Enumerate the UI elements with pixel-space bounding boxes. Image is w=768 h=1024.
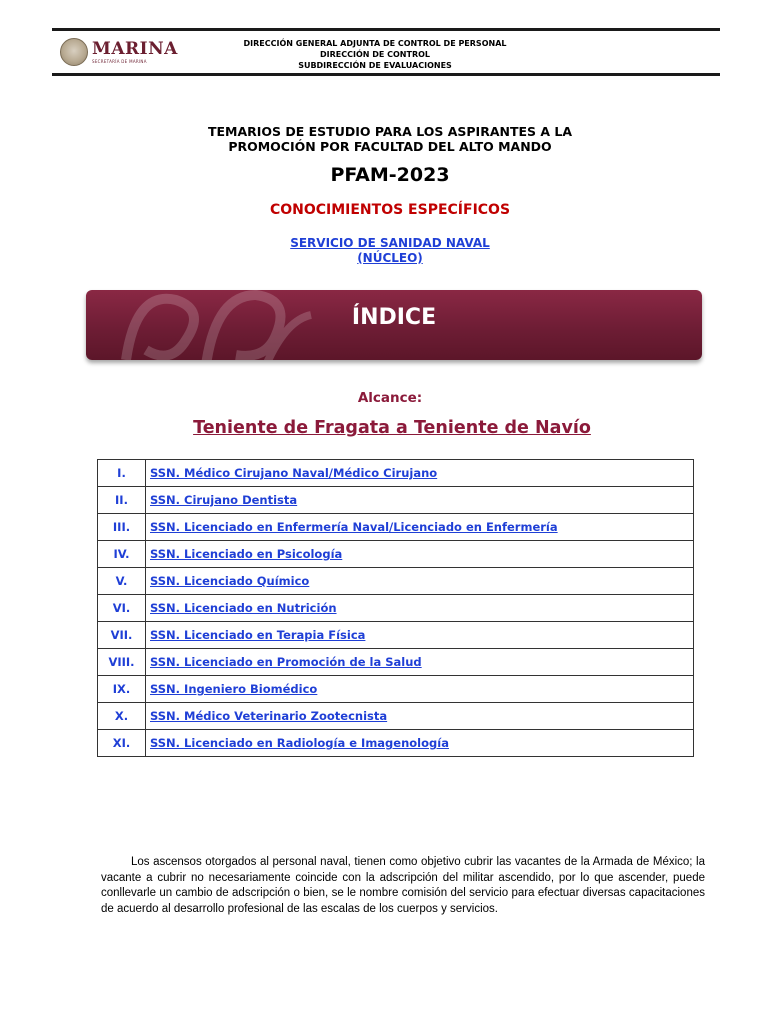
table-row[interactable] <box>98 676 694 703</box>
table-row[interactable] <box>98 487 694 514</box>
index-number: IX. <box>98 676 146 703</box>
logo-subtitle: SECRETARÍA DE MARINA <box>92 59 147 64</box>
header-rule-top <box>52 28 720 31</box>
index-link[interactable]: SSN. Médico Veterinario Zootecnista <box>150 709 388 723</box>
header-line-3: SUBDIRECCIÓN DE EVALUACIONES <box>298 61 452 70</box>
index-banner <box>86 290 702 360</box>
header-line-2: DIRECCIÓN DE CONTROL <box>319 50 430 59</box>
table-row[interactable] <box>98 460 694 487</box>
table-row[interactable] <box>98 568 694 595</box>
index-link[interactable]: SSN. Licenciado en Terapia Física <box>150 628 366 642</box>
index-link[interactable]: SSN. Licenciado Químico <box>150 574 310 588</box>
index-cell <box>146 514 694 541</box>
index-cell <box>146 487 694 514</box>
banner-title: ÍNDICE <box>351 305 437 330</box>
service-line-1[interactable]: SERVICIO DE SANIDAD NAVAL <box>290 236 490 250</box>
index-cell <box>146 703 694 730</box>
title-line-1: TEMARIOS DE ESTUDIO PARA LOS ASPIRANTES A LA <box>207 124 573 139</box>
marina-logo <box>60 38 178 66</box>
body-paragraph: Los ascensos otorgados al personal naval, tienen como objetivo cubrir las vacantes de la Armada de México; la vacante a cubrir no necesariamente coincide con la adscripción del militar ascendido, por lo que ascender, puede conllevarle un cambio de adscripción o bien, se le nombre comisión del servicio para efectuar diversas capacitaciones de acuerdo al desarrollo profesional de las escalas de los cuerpos y servicios. <box>101 856 705 915</box>
table-row[interactable] <box>98 541 694 568</box>
index-cell <box>146 541 694 568</box>
index-number: IV. <box>98 541 146 568</box>
scope-label: Alcance: <box>357 390 423 406</box>
index-number: II. <box>98 487 146 514</box>
index-number: VII. <box>98 622 146 649</box>
table-row[interactable] <box>98 622 694 649</box>
title-line-2: PROMOCIÓN POR FACULTAD DEL ALTO MANDO <box>228 139 552 154</box>
index-number: XI. <box>98 730 146 757</box>
index-link[interactable]: SSN. Médico Cirujano Naval/Médico Cirujano <box>150 466 438 480</box>
document-title <box>140 124 640 154</box>
index-cell <box>146 460 694 487</box>
national-seal-icon <box>60 38 88 66</box>
index-link[interactable]: SSN. Licenciado en Nutrición <box>150 601 337 615</box>
index-number: VIII. <box>98 649 146 676</box>
index-cell <box>146 595 694 622</box>
section-subtitle: CONOCIMIENTOS ESPECÍFICOS <box>269 202 511 218</box>
index-link[interactable]: SSN. Cirujano Dentista <box>150 493 298 507</box>
table-row[interactable] <box>98 703 694 730</box>
service-name[interactable] <box>140 236 640 266</box>
program-code: PFAM-2023 <box>330 164 450 186</box>
table-row[interactable] <box>98 595 694 622</box>
index-number: I. <box>98 460 146 487</box>
header-text <box>210 38 540 71</box>
index-number: V. <box>98 568 146 595</box>
index-number: X. <box>98 703 146 730</box>
index-cell <box>146 730 694 757</box>
index-number: III. <box>98 514 146 541</box>
index-cell <box>146 622 694 649</box>
index-link[interactable]: SSN. Ingeniero Biomédico <box>150 682 318 696</box>
index-cell <box>146 676 694 703</box>
index-cell <box>146 568 694 595</box>
header-line-1: DIRECCIÓN GENERAL ADJUNTA DE CONTROL DE PERSONAL <box>243 39 507 48</box>
table-row[interactable] <box>98 649 694 676</box>
logo-wordmark: MARINA <box>92 39 178 59</box>
index-number: VI. <box>98 595 146 622</box>
index-link[interactable]: SSN. Licenciado en Promoción de la Salud <box>150 655 422 669</box>
index-cell <box>146 649 694 676</box>
index-link[interactable]: SSN. Licenciado en Psicología <box>150 547 343 561</box>
table-row[interactable] <box>98 730 694 757</box>
service-line-2[interactable]: (NÚCLEO) <box>357 251 423 265</box>
index-table <box>97 459 694 757</box>
scope-range: Teniente de Fragata a Teniente de Navío <box>193 418 591 438</box>
index-link[interactable]: SSN. Licenciado en Enfermería Naval/Licenciado en Enfermería <box>150 520 558 534</box>
index-link[interactable]: SSN. Licenciado en Radiología e Imagenología <box>150 736 449 750</box>
header-rule-bottom <box>52 73 720 76</box>
table-row[interactable] <box>98 514 694 541</box>
